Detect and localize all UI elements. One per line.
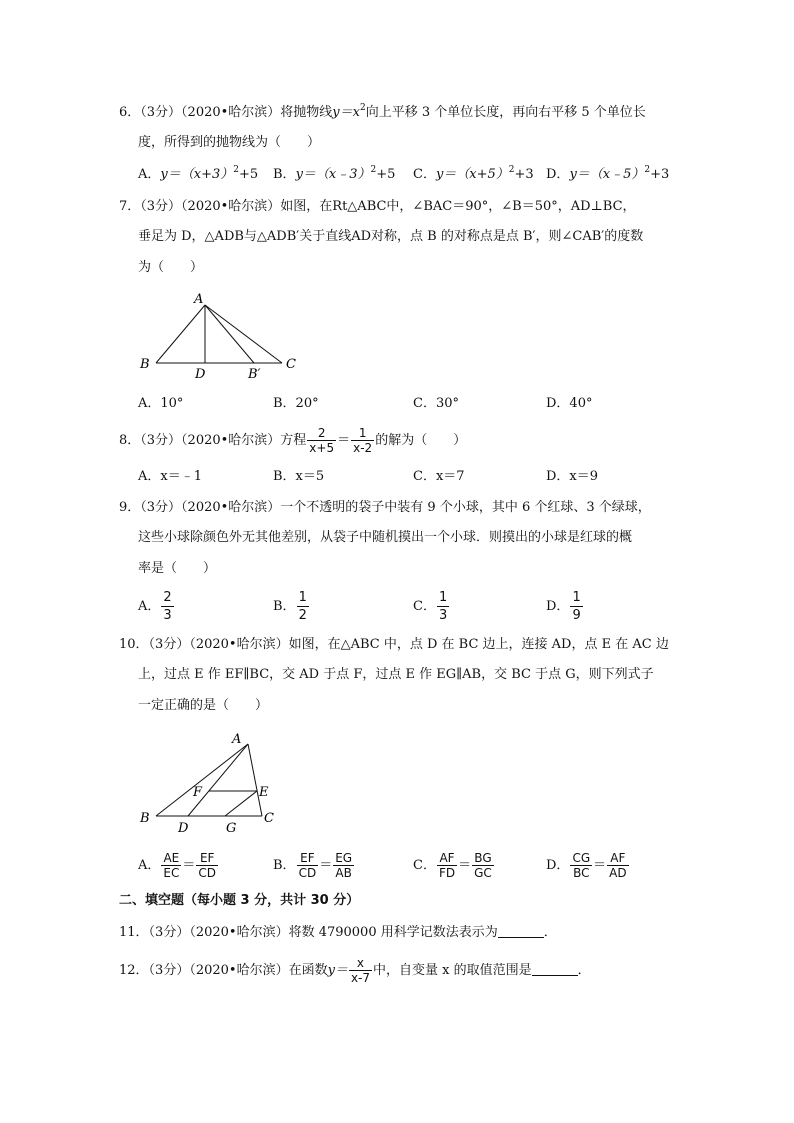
q7-label-d: D: [195, 367, 206, 380]
q10-option-a[interactable]: A． $\frac{AE}{EC}$ ＝ $\frac{EF}{CD}$: [138, 851, 216, 880]
q11-line: 11．（3分）（2020•哈尔滨）将数 4790000 用科学记数法表示为 ．: [119, 925, 557, 940]
q10-label-g: G: [226, 821, 237, 836]
q6-option-b[interactable]: B．y＝（x﹣3）$^2$+5: [273, 165, 396, 182]
q10-line1: 10．（3分）（2020•哈尔滨）如图，在△ABC 中，点 D 在 BC 边上，连接 AD，点 E 在 AC 边: [119, 637, 669, 652]
q11-answer-blank[interactable]: [498, 924, 544, 938]
q7-line2: 垂足为 D，△ADB与△ADB′关于直线AD对称，点 B 的对称点是点 B′，则∠CAB′的度数: [138, 229, 644, 244]
q6-line1: [119, 104, 646, 122]
q10-label-f: F: [193, 785, 203, 800]
q7-line1: 7．（3分）（2020•哈尔滨）如图，在Rt△ABC中，∠BAC＝90°，∠B＝50°，AD⊥BC，: [119, 199, 636, 214]
q8-line: 8．（3分）（2020•哈尔滨）方程 $\frac{2}{x+5}$ ＝ $\frac{1}{x-2}$ 的解为（ ）: [119, 426, 467, 455]
q12-line: 12．（3分）（2020•哈尔滨）在函数y＝ $\frac{x}{x-7}$ 中，自变量 x 的取值范围是 ．: [119, 956, 591, 985]
q8-option-a[interactable]: A．x＝﹣1: [138, 469, 202, 484]
q10-seg-ab: [156, 744, 248, 816]
q7-label-bp: B′: [248, 367, 261, 380]
q10-seg-ac: [248, 744, 262, 816]
q6-option-d[interactable]: D．y＝（x﹣5）$^2$+3: [546, 165, 670, 182]
q8-option-d[interactable]: D．x＝9: [546, 469, 599, 484]
q9-line2: 这些小球除颜色外无其他差别，从袋子中随机摸出一个小球．则摸出的小球是红球的概: [138, 530, 633, 545]
q9-option-d[interactable]: D． $\frac{1}{9}$: [546, 590, 581, 623]
q10-line3: 一定正确的是（ ）: [138, 698, 269, 713]
q7-seg-abp: [205, 305, 254, 363]
q10-option-d[interactable]: D． $\frac{CG}{BC}$ ＝ $\frac{AF}{AD}$: [546, 851, 627, 880]
q9-option-a[interactable]: A． $\frac{2}{3}$: [138, 590, 172, 623]
q10-label-e: E: [259, 785, 269, 800]
q10-line2: 上，过点 E 作 EF∥BC，交 AD 于点 F，过点 E 作 EG∥AB，交 BC 于点 G，则下列式子: [138, 667, 654, 682]
q8-option-b[interactable]: B．x＝5: [273, 469, 325, 484]
q7-label-a: A: [194, 292, 204, 307]
q7-line3: 为（ ）: [138, 260, 204, 275]
q9-option-b[interactable]: B． $\frac{1}{2}$: [273, 590, 307, 623]
q7-figure: [130, 288, 310, 380]
q6-text-a: 6．（3分）（2020•哈尔滨）将抛物线: [119, 105, 333, 120]
q7-option-b[interactable]: B．20°: [273, 396, 319, 411]
q10-option-b[interactable]: B． $\frac{EF}{CD}$ ＝ $\frac{EG}{AB}$: [273, 851, 353, 880]
q8-frac-1: $\frac{2}{x+5}$: [309, 426, 335, 455]
q9-line3: 率是（ ）: [138, 561, 217, 576]
q8-option-c[interactable]: C．x＝7: [413, 469, 465, 484]
q6-text-b: 向上平移 3 个单位长度，再向右平移 5 个单位长: [365, 105, 646, 120]
q6-option-a[interactable]: A．$y=(x+3)^2+5$: [138, 165, 259, 182]
q12-answer-blank[interactable]: [532, 962, 578, 976]
q6-option-c[interactable]: C．$y=(x+5)^2+3$: [413, 165, 534, 182]
section-2-heading: 二、填空题（每小题 3 分，共计 30 分）: [119, 893, 360, 908]
q7-label-c: C: [286, 357, 296, 372]
q10-label-d: D: [178, 821, 189, 836]
q10-label-c: C: [264, 811, 274, 826]
q7-option-c[interactable]: C．30°: [413, 396, 459, 411]
q7-seg-ab: [156, 305, 205, 363]
q10-option-c[interactable]: C． $\frac{AF}{FD}$ ＝ $\frac{BG}{GC}$: [413, 851, 492, 880]
q9-option-c[interactable]: C． $\frac{1}{3}$: [413, 590, 448, 623]
q10-label-a: A: [232, 732, 242, 747]
q7-option-d[interactable]: D．40°: [546, 396, 593, 411]
q6-line2: 度，所得到的抛物线为（ ）: [138, 135, 321, 150]
q8-frac-2: $\frac{1}{x-2}$: [353, 426, 373, 455]
q6-exponent: 2: [359, 103, 366, 113]
q7-option-a[interactable]: A．10°: [138, 396, 184, 411]
q6-equation: y＝x: [332, 105, 360, 120]
q10-label-b: B: [140, 811, 150, 826]
q10-figure: [130, 728, 290, 838]
q7-seg-ac: [205, 305, 282, 363]
q10-seg-eg: [225, 791, 257, 816]
q7-label-b: B: [140, 357, 150, 372]
q9-line1: 9．（3分）（2020•哈尔滨）一个不透明的袋子中装有 9 个小球，其中 6 个红球、3 个绿球，: [119, 500, 651, 515]
